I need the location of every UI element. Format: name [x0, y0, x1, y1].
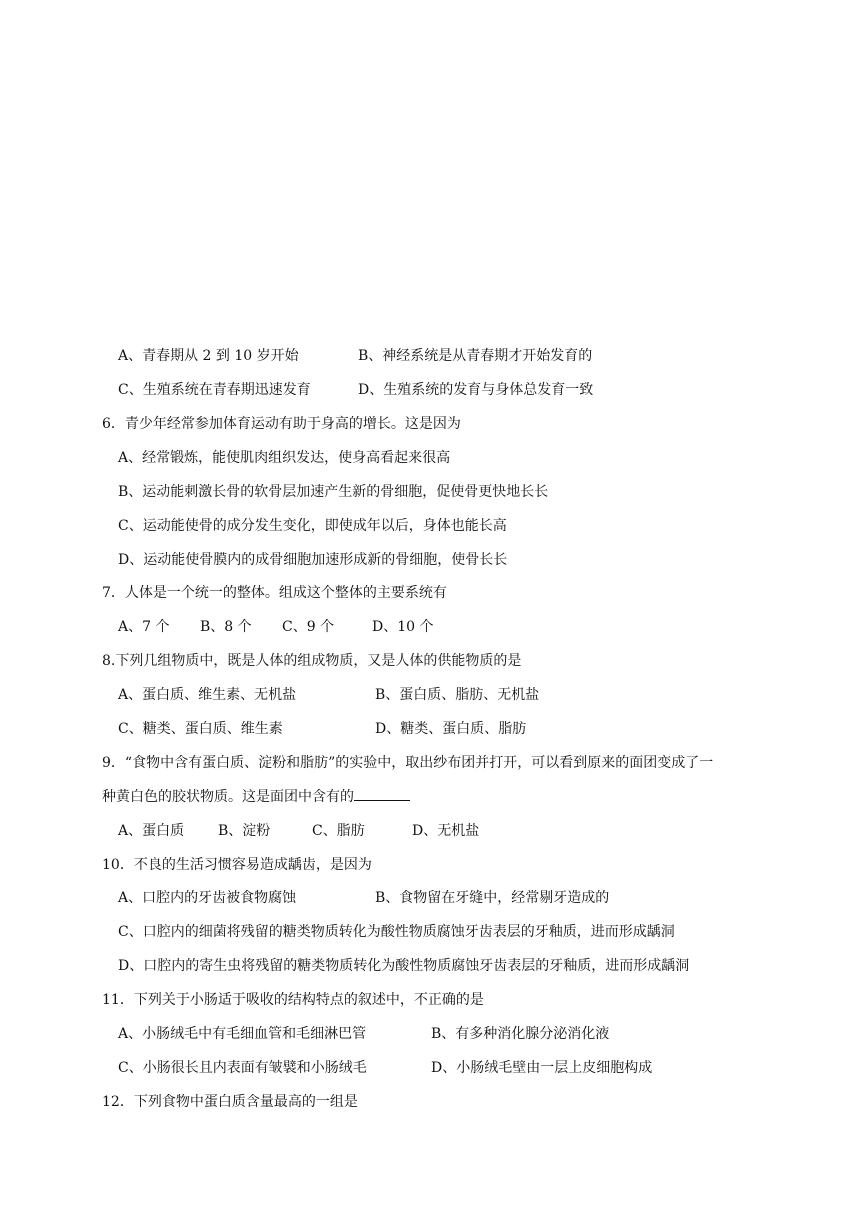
question-8: 8.下列几组物质中，既是人体的组成物质，又是人体的供能物质的是 — [102, 653, 522, 669]
q10-option-c: C、口腔内的细菌将残留的糖类物质转化为酸性物质腐蚀牙齿表层的牙釉质，进而形成龋洞 — [118, 924, 675, 940]
q6-option-d: D、运动能使骨膜内的成骨细胞加速形成新的骨细胞，使骨长长 — [118, 552, 508, 568]
q8-option-a: A、蛋白质、维生素、无机盐 — [118, 687, 297, 703]
answer-blank — [354, 788, 410, 801]
q5-option-b: B、神经系统是从青春期才开始发育的 — [358, 348, 593, 364]
q6-option-c: C、运动能使骨的成分发生变化，即使成年以后，身体也能长高 — [118, 518, 507, 534]
q8-options-row-1 — [118, 686, 540, 704]
q11-option-a: A、小肠绒毛中有毛细血管和毛细淋巴管 — [118, 1026, 367, 1042]
q8-option-c: C、糖类、蛋白质、维生素 — [118, 721, 283, 737]
q10-option-d: D、口腔内的寄生虫将残留的糖类物质转化为酸性物质腐蚀牙齿表层的牙釉质，进而形成龋洞 — [118, 958, 690, 974]
q7-option-b: B、8 个 — [200, 619, 252, 635]
question-7: 7．人体是一个统一的整体。组成这个整体的主要系统有 — [102, 585, 447, 601]
q6-option-a: A、经常锻炼，能使肌肉组织发达，使身高看起来很高 — [118, 450, 451, 466]
q9-option-a: A、蛋白质 — [118, 823, 185, 839]
q11-options-row-2 — [118, 1059, 653, 1077]
q5-option-c: C、生殖系统在青春期迅速发育 — [118, 382, 311, 398]
q6-option-b: B、运动能刺激长骨的软骨层加速产生新的骨细胞，促使骨更快地长长 — [118, 484, 549, 500]
question-12: 12．下列食物中蛋白质含量最高的一组是 — [102, 1094, 358, 1110]
question-10: 10．不良的生活习惯容易造成龋齿，是因为 — [102, 857, 372, 873]
question-6: 6．青少年经常参加体育运动有助于身高的增长。这是因为 — [102, 416, 461, 432]
q7-option-c: C、9 个 — [282, 619, 335, 635]
q9-option-c: C、脂肪 — [312, 823, 365, 839]
q10-options-row-1 — [118, 889, 610, 907]
q7-options-row — [118, 618, 434, 636]
q8-option-b: B、蛋白质、脂肪、无机盐 — [375, 687, 540, 703]
q5-option-a: A、青春期从 2 到 10 岁开始 — [118, 348, 299, 364]
q5-option-d: D、生殖系统的发育与身体总发育一致 — [358, 382, 594, 398]
q11-option-b: B、有多种消化腺分泌消化液 — [431, 1026, 610, 1042]
q10-option-b: B、食物留在牙缝中，经常剔牙造成的 — [375, 890, 610, 906]
question-9-continued — [102, 788, 410, 806]
q8-option-d: D、糖类、蛋白质、脂肪 — [375, 721, 527, 737]
q7-option-a: A、7 个 — [118, 619, 170, 635]
q10-option-a: A、口腔内的牙齿被食物腐蚀 — [118, 890, 297, 906]
q11-option-d: D、小肠绒毛壁由一层上皮细胞构成 — [431, 1060, 653, 1076]
question-9-continued-text: 种黄白色的胶状物质。这是面团中含有的 — [102, 789, 354, 805]
q5-options-row-2 — [118, 381, 594, 399]
question-11: 11．下列关于小肠适于吸收的结构特点的叙述中，不正确的是 — [102, 992, 484, 1008]
q9-options-row — [118, 822, 480, 840]
q8-options-row-2 — [118, 720, 527, 738]
q5-options-row-1 — [118, 347, 593, 365]
q7-option-d: D、10 个 — [372, 619, 434, 635]
q11-option-c: C、小肠很长且内表面有皱襞和小肠绒毛 — [118, 1060, 367, 1076]
q11-options-row-1 — [118, 1025, 610, 1043]
q9-option-d: D、无机盐 — [412, 823, 480, 839]
question-9: 9．“食物中含有蛋白质、淀粉和脂肪”的实验中，取出纱布团并打开，可以看到原来的面团变成了一 — [102, 755, 714, 771]
q9-option-b: B、淀粉 — [218, 823, 271, 839]
